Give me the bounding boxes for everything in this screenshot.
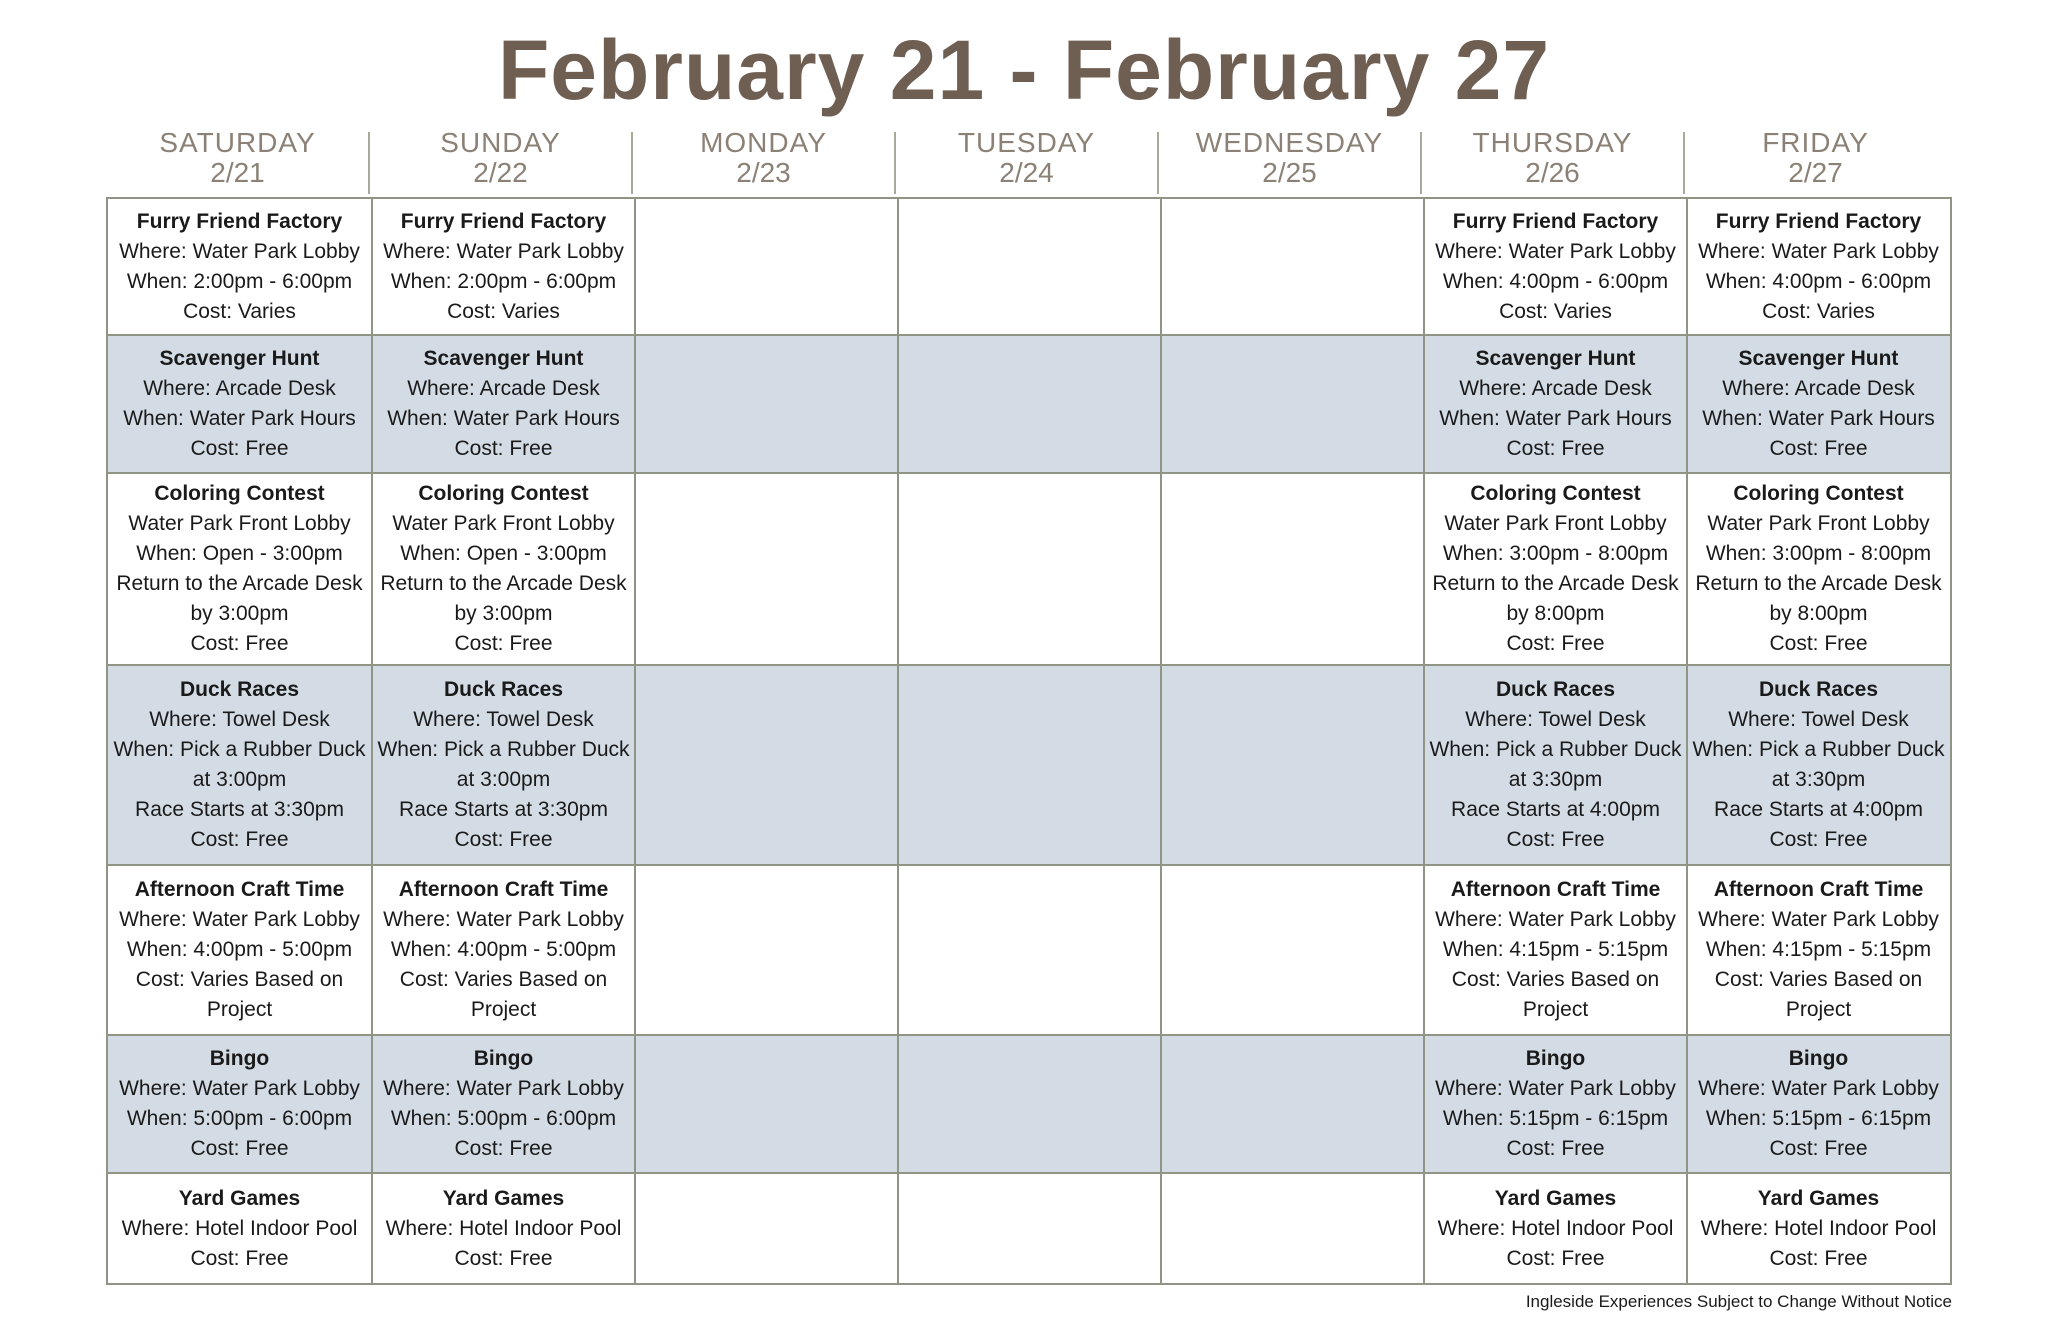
day-header-thursday — [1421, 128, 1684, 198]
event-detail: at 3:30pm — [1508, 768, 1603, 791]
event-title: Duck Races — [1758, 678, 1879, 701]
schedule-grid — [106, 197, 1952, 1285]
schedule-row — [108, 472, 1950, 664]
event-cell — [1423, 199, 1686, 334]
schedule-row — [108, 864, 1950, 1034]
event-title: Scavenger Hunt — [1475, 347, 1636, 370]
event-title: Yard Games — [178, 1186, 301, 1210]
event-detail: Cost: Free — [1506, 632, 1605, 655]
event-detail: Cost: Free — [1769, 1246, 1868, 1270]
event-title: Furry Friend Factory — [1452, 209, 1659, 233]
event-cell — [108, 336, 371, 472]
empty-cell — [897, 666, 1160, 864]
event-detail: by 3:00pm — [190, 602, 289, 625]
event-detail: When: Pick a Rubber Duck — [113, 738, 366, 761]
event-detail: Cost: Varies Based on — [1451, 968, 1660, 991]
event-title: Scavenger Hunt — [159, 347, 320, 370]
event-detail: Water Park Front Lobby — [128, 512, 351, 535]
day-date: 2/24 — [999, 157, 1054, 188]
event-detail: Where: Water Park Lobby — [383, 239, 624, 263]
event-cell — [108, 474, 371, 664]
event-cell — [1423, 474, 1686, 664]
event-cell — [1686, 474, 1949, 664]
empty-cell — [1160, 666, 1423, 864]
event-cell — [1423, 1036, 1686, 1172]
event-title: Coloring Contest — [1733, 482, 1904, 505]
event-detail: When: 4:00pm - 6:00pm — [1705, 269, 1932, 293]
event-detail: Cost: Free — [1769, 632, 1868, 655]
event-detail: Where: Water Park Lobby — [119, 239, 360, 263]
event-detail: Cost: Free — [454, 828, 553, 851]
empty-cell — [897, 866, 1160, 1034]
event-detail: Return to the Arcade Desk — [380, 572, 627, 595]
empty-cell — [897, 474, 1160, 664]
event-title: Duck Races — [443, 678, 564, 701]
event-detail: When: Open - 3:00pm — [400, 542, 607, 565]
event-detail: When: 4:00pm - 6:00pm — [1442, 269, 1669, 293]
event-detail: by 8:00pm — [1769, 602, 1868, 625]
event-detail: Cost: Free — [1769, 1137, 1868, 1160]
event-title: Scavenger Hunt — [1738, 347, 1899, 370]
day-name: SATURDAY — [159, 127, 316, 158]
event-detail: Cost: Free — [1506, 437, 1605, 460]
event-detail: Where: Water Park Lobby — [1698, 1077, 1939, 1100]
event-title: Duck Races — [179, 678, 300, 701]
event-detail: Where: Water Park Lobby — [1698, 239, 1939, 263]
event-title: Afternoon Craft Time — [1450, 878, 1661, 901]
event-detail: When: Water Park Hours — [387, 407, 620, 430]
empty-cell — [1160, 336, 1423, 472]
day-name: SUNDAY — [440, 127, 561, 158]
day-date: 2/25 — [1262, 157, 1317, 188]
day-name: FRIDAY — [1762, 127, 1869, 158]
event-detail: Cost: Free — [190, 828, 289, 851]
event-cell — [371, 1174, 634, 1283]
event-detail: Project — [206, 998, 273, 1021]
event-title: Coloring Contest — [418, 482, 589, 505]
event-cell — [1686, 866, 1949, 1034]
event-cell — [1423, 866, 1686, 1034]
event-cell — [1423, 336, 1686, 472]
event-detail: Cost: Free — [454, 632, 553, 655]
empty-cell — [1160, 474, 1423, 664]
event-detail: Race Starts at 3:30pm — [135, 798, 344, 821]
empty-cell — [1160, 199, 1423, 334]
event-detail: Cost: Varies — [183, 299, 296, 323]
event-detail: at 3:00pm — [456, 768, 551, 791]
day-name: WEDNESDAY — [1195, 127, 1384, 158]
day-name: MONDAY — [700, 127, 827, 158]
event-title: Bingo — [473, 1047, 534, 1070]
event-cell — [371, 199, 634, 334]
event-detail: at 3:00pm — [192, 768, 287, 791]
event-detail: Where: Towel Desk — [1728, 708, 1909, 731]
event-cell — [1686, 336, 1949, 472]
event-detail: Where: Towel Desk — [413, 708, 594, 731]
event-cell — [1423, 1174, 1686, 1283]
event-detail: Where: Water Park Lobby — [1435, 908, 1676, 931]
event-cell — [1686, 1174, 1949, 1283]
event-title: Bingo — [209, 1047, 270, 1070]
empty-cell — [1160, 866, 1423, 1034]
event-detail: Cost: Varies — [1499, 299, 1612, 323]
event-detail: When: Open - 3:00pm — [136, 542, 343, 565]
event-detail: Cost: Varies — [1762, 299, 1875, 323]
event-cell — [1423, 666, 1686, 864]
event-detail: Cost: Varies Based on — [1714, 968, 1923, 991]
event-title: Bingo — [1525, 1047, 1586, 1070]
event-detail: Where: Towel Desk — [1465, 708, 1646, 731]
event-detail: Water Park Front Lobby — [1444, 512, 1667, 535]
empty-cell — [634, 474, 897, 664]
event-detail: Where: Arcade Desk — [407, 377, 600, 400]
event-detail: Race Starts at 4:00pm — [1714, 798, 1923, 821]
event-detail: Return to the Arcade Desk — [1432, 572, 1679, 595]
event-detail: When: 5:15pm - 6:15pm — [1705, 1107, 1932, 1130]
day-name: TUESDAY — [957, 127, 1096, 158]
empty-cell — [634, 199, 897, 334]
event-detail: Where: Water Park Lobby — [1435, 239, 1676, 263]
event-cell — [108, 666, 371, 864]
event-detail: Cost: Free — [454, 437, 553, 460]
event-detail: When: Pick a Rubber Duck — [1429, 738, 1682, 761]
event-detail: Where: Water Park Lobby — [1435, 1077, 1676, 1100]
day-header-wednesday — [1158, 128, 1421, 198]
event-title: Yard Games — [442, 1186, 565, 1210]
event-detail: Cost: Free — [1506, 1246, 1605, 1270]
event-detail: Cost: Free — [1769, 828, 1868, 851]
event-detail: Water Park Front Lobby — [1707, 512, 1930, 535]
event-detail: Where: Hotel Indoor Pool — [1700, 1216, 1937, 1240]
event-detail: Where: Arcade Desk — [1459, 377, 1652, 400]
event-detail: Cost: Varies Based on — [399, 968, 608, 991]
empty-cell — [634, 866, 897, 1034]
event-detail: Project — [470, 998, 537, 1021]
event-cell — [1686, 1036, 1949, 1172]
event-cell — [371, 336, 634, 472]
day-date: 2/26 — [1525, 157, 1580, 188]
day-header-saturday — [106, 128, 369, 198]
event-detail: When: 4:15pm - 5:15pm — [1705, 938, 1932, 961]
empty-cell — [634, 336, 897, 472]
event-detail: When: 2:00pm - 6:00pm — [390, 269, 617, 293]
event-detail: Project — [1522, 998, 1589, 1021]
day-name: THURSDAY — [1472, 127, 1633, 158]
event-title: Afternoon Craft Time — [1713, 878, 1924, 901]
event-detail: When: 5:00pm - 6:00pm — [390, 1107, 617, 1130]
event-title: Coloring Contest — [1470, 482, 1641, 505]
event-detail: Where: Hotel Indoor Pool — [121, 1216, 358, 1240]
event-detail: Cost: Free — [1506, 1137, 1605, 1160]
empty-cell — [1160, 1036, 1423, 1172]
schedule-row — [108, 1172, 1950, 1283]
event-detail: Cost: Varies Based on — [135, 968, 344, 991]
event-title: Furry Friend Factory — [136, 209, 343, 233]
event-detail: Where: Water Park Lobby — [383, 908, 624, 931]
event-detail: Cost: Free — [190, 1137, 289, 1160]
header-divider — [368, 132, 370, 194]
event-detail: When: 5:00pm - 6:00pm — [126, 1107, 353, 1130]
event-detail: When: Water Park Hours — [123, 407, 356, 430]
event-detail: Cost: Free — [1769, 437, 1868, 460]
event-title: Afternoon Craft Time — [134, 878, 345, 901]
event-cell — [1686, 199, 1949, 334]
event-detail: When: 5:15pm - 6:15pm — [1442, 1107, 1669, 1130]
event-detail: When: Pick a Rubber Duck — [1692, 738, 1945, 761]
empty-cell — [634, 1174, 897, 1283]
day-header-monday — [632, 128, 895, 198]
event-title: Afternoon Craft Time — [398, 878, 609, 901]
event-detail: by 8:00pm — [1506, 602, 1605, 625]
event-title: Scavenger Hunt — [423, 347, 584, 370]
event-title: Yard Games — [1494, 1186, 1617, 1210]
event-title: Yard Games — [1757, 1186, 1880, 1210]
empty-cell — [897, 199, 1160, 334]
event-detail: Cost: Free — [190, 1246, 289, 1270]
day-date: 2/27 — [1788, 157, 1843, 188]
empty-cell — [634, 1036, 897, 1172]
empty-cell — [897, 1036, 1160, 1172]
event-detail: When: 4:15pm - 5:15pm — [1442, 938, 1669, 961]
event-detail: Cost: Free — [190, 632, 289, 655]
day-header-tuesday — [895, 128, 1158, 198]
event-detail: Cost: Free — [454, 1137, 553, 1160]
footer-disclaimer: Ingleside Experiences Subject to Change Without Notice — [1525, 1292, 1952, 1311]
day-header-friday — [1684, 128, 1947, 198]
schedule-row — [108, 334, 1950, 472]
event-cell — [108, 1036, 371, 1172]
event-detail: at 3:30pm — [1771, 768, 1866, 791]
schedule-row — [108, 1034, 1950, 1172]
event-cell — [371, 474, 634, 664]
event-detail: Where: Towel Desk — [149, 708, 330, 731]
event-title: Furry Friend Factory — [400, 209, 607, 233]
event-detail: Where: Hotel Indoor Pool — [1437, 1216, 1674, 1240]
event-detail: When: 4:00pm - 5:00pm — [126, 938, 353, 961]
event-title: Bingo — [1788, 1047, 1849, 1070]
event-detail: Cost: Free — [190, 437, 289, 460]
event-detail: Where: Water Park Lobby — [119, 908, 360, 931]
event-cell — [1686, 666, 1949, 864]
header-divider — [631, 132, 633, 194]
event-cell — [371, 866, 634, 1034]
event-cell — [108, 199, 371, 334]
event-detail: Water Park Front Lobby — [392, 512, 615, 535]
schedule-row — [108, 664, 1950, 864]
event-detail: Return to the Arcade Desk — [1695, 572, 1942, 595]
event-detail: Return to the Arcade Desk — [116, 572, 363, 595]
event-detail: Cost: Varies — [447, 299, 560, 323]
event-detail: When: Water Park Hours — [1702, 407, 1935, 430]
header-divider — [1683, 132, 1685, 194]
event-detail: Race Starts at 3:30pm — [399, 798, 608, 821]
event-cell — [371, 1036, 634, 1172]
schedule-row — [108, 199, 1950, 334]
day-date: 2/22 — [473, 157, 528, 188]
event-detail: Where: Arcade Desk — [1722, 377, 1915, 400]
event-cell — [371, 666, 634, 864]
event-cell — [108, 866, 371, 1034]
empty-cell — [1160, 1174, 1423, 1283]
event-detail: Where: Hotel Indoor Pool — [385, 1216, 622, 1240]
day-date: 2/21 — [210, 157, 265, 188]
event-detail: When: 4:00pm - 5:00pm — [390, 938, 617, 961]
event-detail: When: 2:00pm - 6:00pm — [126, 269, 353, 293]
event-detail: Cost: Free — [1506, 828, 1605, 851]
event-title: Coloring Contest — [154, 482, 325, 505]
event-cell — [108, 1174, 371, 1283]
days-header — [106, 128, 1952, 198]
event-detail: Race Starts at 4:00pm — [1451, 798, 1660, 821]
page-title: February 21 - February 27 — [497, 23, 1551, 117]
event-detail: by 3:00pm — [454, 602, 553, 625]
header-divider — [894, 132, 896, 194]
event-detail: Where: Water Park Lobby — [383, 1077, 624, 1100]
event-detail: Where: Water Park Lobby — [1698, 908, 1939, 931]
event-detail: When: 3:00pm - 8:00pm — [1705, 542, 1932, 565]
empty-cell — [897, 336, 1160, 472]
event-detail: When: Pick a Rubber Duck — [377, 738, 630, 761]
empty-cell — [897, 1174, 1160, 1283]
day-date: 2/23 — [736, 157, 791, 188]
event-detail: Where: Arcade Desk — [143, 377, 336, 400]
event-detail: Where: Water Park Lobby — [119, 1077, 360, 1100]
event-detail: When: 3:00pm - 8:00pm — [1442, 542, 1669, 565]
day-header-sunday — [369, 128, 632, 198]
event-detail: Project — [1785, 998, 1852, 1021]
event-title: Furry Friend Factory — [1715, 209, 1922, 233]
event-detail: Cost: Free — [454, 1246, 553, 1270]
header-divider — [1157, 132, 1159, 194]
header-divider — [1420, 132, 1422, 194]
event-detail: When: Water Park Hours — [1439, 407, 1672, 430]
event-title: Duck Races — [1495, 678, 1616, 701]
empty-cell — [634, 666, 897, 864]
